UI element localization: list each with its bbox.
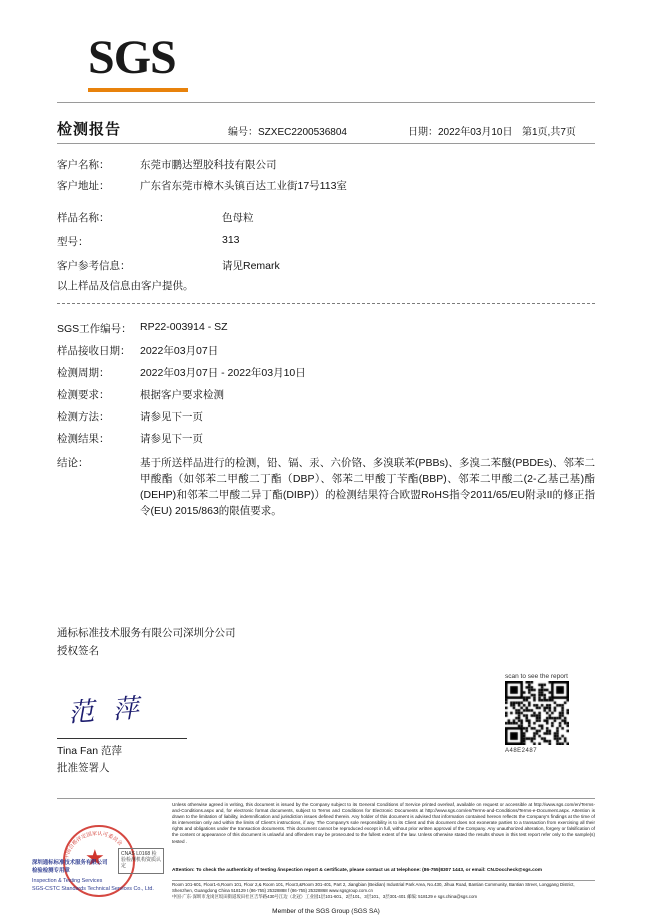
field-label-sample-name: 样品名称： [57, 212, 110, 224]
footer-attention: Attention: To check the authenticity of testing /inspection report & certificate, please contact us at telephone: (86-755)8307 1443, or email: CN.Doccheck@sgs.com [172, 868, 543, 873]
field-value-test-method: 请参见下一页 [140, 411, 203, 423]
field-value-test-results: 请参见下一页 [140, 433, 203, 445]
qr-caption: scan to see the report [505, 673, 568, 680]
field-label-job-no: SGS工作编号： [57, 323, 132, 335]
field-value-job-no: RP22-003914 - SZ [140, 321, 228, 333]
report-number: 编号：SZXEC2200536804 [228, 127, 347, 138]
field-value-sample-name: 色母粒 [222, 212, 254, 224]
qr-code-icon[interactable] [505, 681, 569, 745]
field-value-model: 313 [222, 234, 240, 246]
field-value-client-name: 东莞市鹏达塑胶科技有限公司 [140, 159, 277, 171]
footer-address-cn: 中国·广东·深圳市龙岗区坂田街道坂田社区吉华路430号江边（北冠）工业园1层101-601、2层101、3层101、3层301-401 邮编: 518129 e sgs.china@sgs.com [172, 894, 478, 899]
footer-divider-2 [172, 880, 595, 881]
footer-address-en: Room 101-601, Floor1-6,Room 101, Floor 2,& Room 101, Floor3,&Room 301-401, Part 2, Jiangbian (Beidian) Industrial Park Area, No.430, Jihua Road, Bantian Community, Bantian Street, Longgang District, Shenzhen, Guangdong China 518129 t (86-755) 25328888 f (86-755) 25328868 www.sgsgroup.com.cn [172, 882, 575, 893]
provided-by-client-note: 以上样品及信息由客户提供。 [57, 280, 194, 292]
signatory-name: Tina Fan 范萍 [57, 745, 122, 757]
signatory-role: 批准签署人 [57, 762, 110, 774]
star-icon: ★ [85, 845, 105, 870]
field-label-client-ref: 客户参考信息： [57, 260, 131, 272]
logo-underline [88, 88, 188, 92]
field-label-client-name: 客户名称： [57, 159, 110, 171]
footer-member: Member of the SGS Group (SGS SA) [272, 908, 380, 915]
signing-company: 通标标准技术服务有限公司深圳分公司 [57, 627, 236, 639]
cnas-mark: CNAS L0168 检验检测机构资质认定 [118, 848, 164, 874]
signature-rule [57, 738, 187, 739]
sgs-logo: SGS [88, 31, 176, 84]
header-divider-top [57, 102, 595, 103]
field-value-test-period: 2022年03月07日 - 2022年03月10日 [140, 367, 306, 379]
handwritten-signature: 范 萍 [67, 693, 146, 728]
field-label-client-address: 客户地址： [57, 180, 110, 192]
stamp-blue-line-3: Inspection & Testing Services [32, 878, 103, 884]
qr-code-text: A48E2487 [505, 748, 538, 754]
authorized-signature-label: 授权签名 [57, 645, 99, 657]
section-divider-dashed [57, 303, 595, 304]
field-value-received-date: 2022年03月07日 [140, 345, 219, 357]
stamp-blue-line-1: 深圳通标标准技术服务有限公司 [32, 860, 108, 866]
field-label-test-method: 检测方法： [57, 411, 110, 423]
field-value-client-address: 广东省东莞市樟木头镇百达工业街17号113室 [140, 180, 347, 192]
svg-text:中国合格评定国家认可委员会: 中国合格评定国家认可委员会 [63, 831, 123, 860]
field-label-test-results: 检测结果： [57, 433, 110, 445]
field-label-test-requested: 检测要求： [57, 389, 110, 401]
report-date: 日期：2022年03月10日 [408, 127, 513, 138]
field-label-test-period: 检测周期： [57, 367, 110, 379]
field-label-model: 型号： [57, 236, 89, 248]
stamp-blue-line-2: 检验检测专用章 [32, 868, 70, 874]
stamp-blue-line-4: SGS-CSTC Standards Technical Services Co., Ltd. [32, 886, 154, 892]
page-title: 检测报告 [57, 121, 122, 138]
field-label-received-date: 样品接收日期： [57, 345, 131, 357]
footer-divider [57, 798, 595, 799]
conclusion-text: 基于所送样品进行的检测，铅、镉、汞、六价铬、多溴联苯(PBBs)、多溴二苯醚(PBDEs)、邻苯二甲酸酯（如邻苯二甲酸二丁酯（DBP）、邻苯二甲酸丁苄酯(BBP)、邻苯二甲酸二(2-乙基己基)酯(DEHP)和邻苯二甲酸二异丁酯(DIBP)）的检测结果符合欧盟RoHS指令2011/65/EU附录II的修正指令(EU) 2015/863的限值要求。 [140, 457, 595, 517]
field-value-client-ref: 请见Remark [222, 260, 280, 272]
page-indicator: 第1页,共7页 [522, 127, 576, 138]
field-label-conclusion: 结论： [57, 457, 89, 469]
footer-terms: Unless otherwise agreed in writing, this document is issued by the Company subject to its General Conditions of Service printed overleaf, available on request or accessible at http://www.sgs.com/en/Terms-and-Conditions.aspx and, for electronic format documents, subject to Terms and Conditions for Electronic Documents at http://www.sgs.com/en/Terms-and-Conditions/Terms-e-Document.aspx. Attention is drawn to the limitation of liability, indemnification and jurisdiction issues defined therein. Any holder of this document is advised that information contained hereon reflects the Company's findings at the time of its intervention only and within the limits of Client's instructions, if any. The Company's sole responsibility is to its Client and this document does not exonerate parties to a transaction from exercising all their rights and obligations under the transaction documents. This document cannot be reproduced except in full, without prior written approval of the Company. Any unauthorized alteration, forgery or falsification of the content or appearance of this document is unlawful and offenders may be prosecuted to the fullest extent of the law. Unless otherwise stated the results shown in this test report refer only to the sample(s) tested . [172, 802, 595, 844]
field-value-test-requested: 根据客户要求检测 [140, 389, 224, 401]
header-divider-bottom [57, 143, 595, 144]
